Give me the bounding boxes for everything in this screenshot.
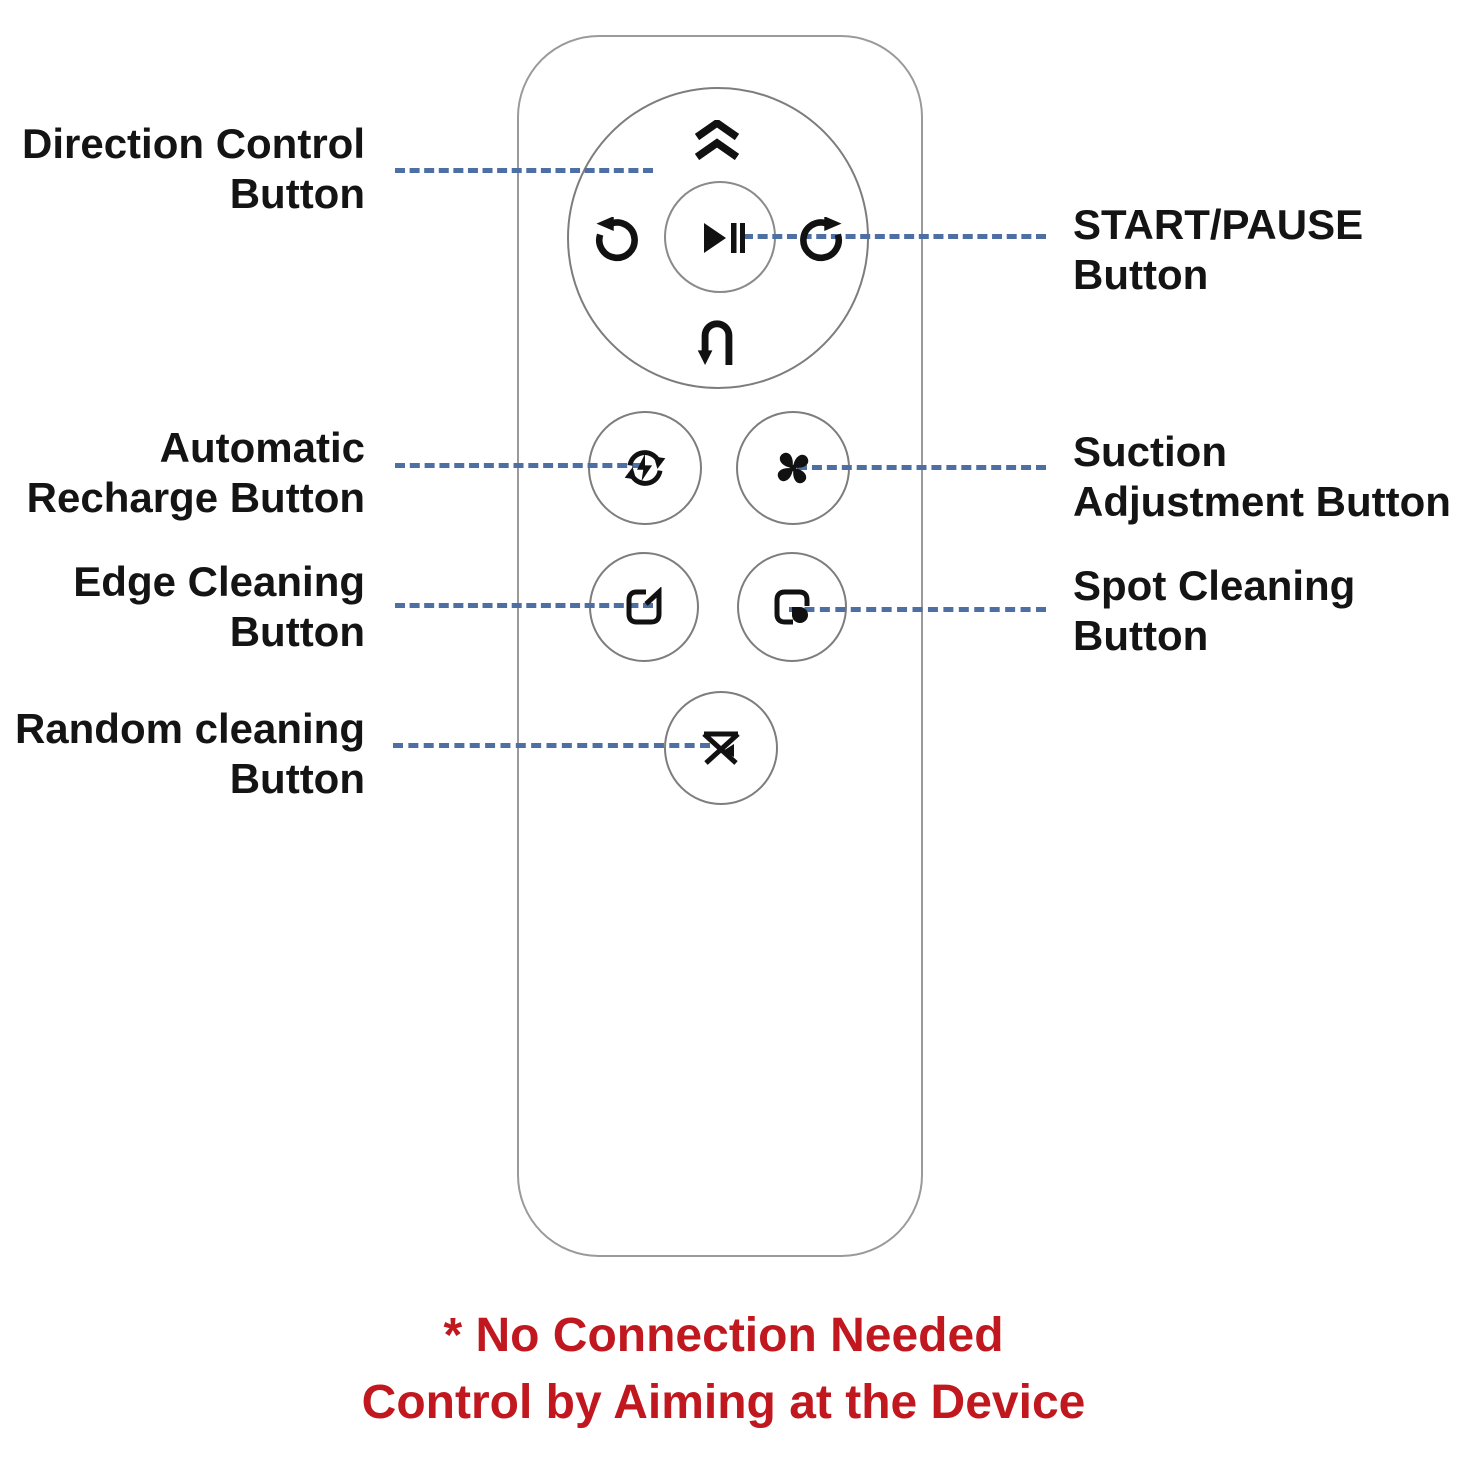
label-suction-adjustment bbox=[1073, 427, 1451, 527]
label-start-pause bbox=[1073, 200, 1363, 300]
callout-line-edge bbox=[395, 603, 653, 608]
label-line: Button bbox=[229, 608, 365, 655]
label-line: Recharge Button bbox=[26, 474, 365, 521]
label-line: Button bbox=[1073, 251, 1209, 298]
callout-line-suction bbox=[797, 465, 1046, 470]
label-line: Spot Cleaning bbox=[1073, 562, 1356, 609]
label-random-cleaning bbox=[15, 704, 365, 804]
spot-clean-icon bbox=[772, 587, 812, 627]
label-direction-control bbox=[22, 119, 365, 219]
label-line: Edge Cleaning bbox=[73, 558, 365, 605]
label-line: Suction bbox=[1073, 428, 1227, 475]
label-line: Button bbox=[229, 170, 365, 217]
fan-icon bbox=[771, 446, 815, 490]
play-pause-icon bbox=[701, 220, 745, 256]
label-line: Button bbox=[229, 755, 365, 802]
label-spot-cleaning bbox=[1073, 561, 1355, 661]
label-edge-cleaning bbox=[73, 557, 365, 657]
label-line: Button bbox=[1073, 612, 1209, 659]
label-line: Automatic bbox=[159, 424, 365, 471]
recharge-bolt-icon bbox=[622, 445, 668, 491]
footnote-text bbox=[0, 1302, 1447, 1436]
callout-line-recharge bbox=[395, 463, 642, 468]
double-chevron-up-icon bbox=[693, 120, 741, 160]
footnote-line: Control by Aiming at the Device bbox=[361, 1376, 1086, 1429]
footnote-line: * No Connection Needed bbox=[443, 1309, 1004, 1362]
label-line: Direction Control bbox=[22, 120, 365, 167]
label-line: START/PAUSE bbox=[1073, 201, 1364, 248]
callout-line-random bbox=[393, 743, 710, 748]
callout-line-spot bbox=[789, 607, 1046, 612]
u-turn-icon bbox=[695, 319, 739, 367]
label-line: Adjustment Button bbox=[1073, 478, 1451, 525]
label-line: Random cleaning bbox=[14, 705, 365, 752]
label-automatic-recharge bbox=[27, 423, 365, 523]
random-clean-icon bbox=[698, 727, 744, 769]
callout-line-direction bbox=[395, 168, 653, 173]
rotate-ccw-icon bbox=[594, 217, 640, 263]
callout-line-start-pause bbox=[743, 234, 1046, 239]
rotate-cw-icon bbox=[798, 217, 844, 263]
edge-clean-icon bbox=[624, 587, 664, 627]
